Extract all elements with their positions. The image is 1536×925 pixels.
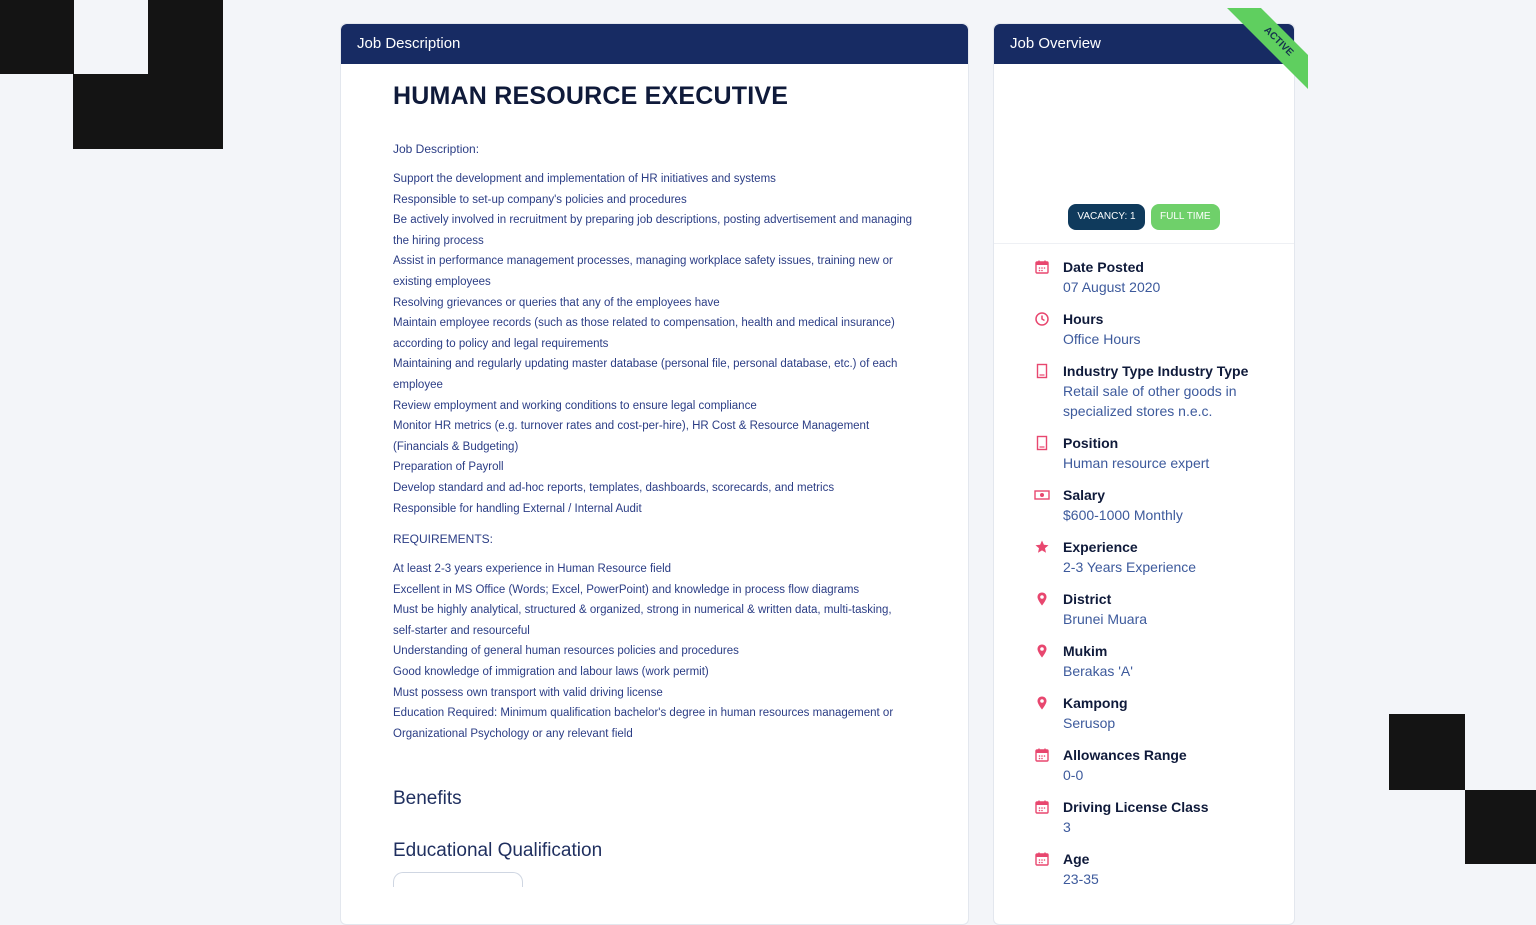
overview-item-value: 07 August 2020 bbox=[1063, 279, 1161, 295]
overview-item-value: Berakas 'A' bbox=[1063, 663, 1133, 679]
overview-item bbox=[1034, 849, 1274, 889]
list-item: Monitor HR metrics (e.g. turnover rates and cost-per-hire), HR Cost & Resource Management (Financials & Budgeting) bbox=[393, 420, 870, 453]
job-description-label: Job Description: bbox=[393, 142, 480, 156]
clock-icon bbox=[1034, 311, 1050, 327]
list-item: Education Required: Minimum qualification bachelor's degree in human resources management or Organizational Psychology or any relevant field bbox=[393, 707, 894, 740]
vacancy-badge: VACANCY: 1 bbox=[1068, 204, 1144, 230]
overview-item-value: 3 bbox=[1063, 819, 1071, 835]
overview-item-value: Office Hours bbox=[1063, 331, 1141, 347]
map-pin-icon bbox=[1034, 591, 1050, 607]
overview-item bbox=[1034, 361, 1274, 421]
overview-item-label: Hours bbox=[1063, 311, 1104, 327]
money-icon bbox=[1034, 487, 1050, 503]
job-type-badge: FULL TIME bbox=[1151, 204, 1220, 230]
job-overview-header: Job Overview bbox=[994, 24, 1294, 64]
list-item: Be actively involved in recruitment by preparing job descriptions, posting advertisement and managing the hiring process bbox=[393, 214, 913, 247]
overview-item-value: 0-0 bbox=[1063, 767, 1084, 783]
list-item: Responsible to set-up company's policies and procedures bbox=[393, 193, 687, 206]
list-item: Maintaining and regularly updating master database (personal file, personal database, etc.) of each employee bbox=[393, 358, 898, 391]
decor-square bbox=[148, 0, 223, 74]
list-item: Excellent in MS Office (Words; Excel, PowerPoint) and knowledge in process flow diagrams bbox=[393, 583, 860, 596]
overview-item-label: Age bbox=[1063, 851, 1090, 867]
list-item: Responsible for handling External / Internal Audit bbox=[393, 502, 642, 515]
map-pin-icon bbox=[1034, 643, 1050, 659]
building-icon bbox=[1034, 435, 1050, 451]
overview-item bbox=[1034, 641, 1274, 681]
overview-item-label: Experience bbox=[1063, 539, 1138, 555]
list-item: Preparation of Payroll bbox=[393, 461, 504, 474]
list-item: At least 2-3 years experience in Human Resource field bbox=[393, 563, 672, 576]
overview-item-label: District bbox=[1063, 591, 1112, 607]
overview-item-label: Salary bbox=[1063, 487, 1106, 503]
overview-item-label: Position bbox=[1063, 435, 1119, 451]
calendar-icon bbox=[1034, 259, 1050, 275]
active-ribbon-label: ACTIVE bbox=[1223, 8, 1308, 96]
divider bbox=[994, 243, 1294, 244]
job-title: HUMAN RESOURCE EXECUTIVE bbox=[393, 82, 789, 110]
list-item: Develop standard and ad-hoc reports, templates, dashboards, scorecards, and metrics bbox=[393, 481, 835, 494]
status-ribbon bbox=[1220, 8, 1308, 96]
list-item: Maintain employee records (such as those related to compensation, health and medical insurance) according to policy and legal requirements bbox=[393, 317, 895, 350]
overview-item bbox=[1034, 745, 1274, 785]
map-pin-icon bbox=[1034, 695, 1050, 711]
decor-square bbox=[1465, 790, 1536, 864]
overview-item-value: 23-35 bbox=[1063, 871, 1099, 887]
calendar-icon bbox=[1034, 851, 1050, 867]
list-item: Assist in performance management processes, managing workplace safety issues, training new or existing employees bbox=[393, 255, 893, 288]
overview-item bbox=[1034, 309, 1274, 349]
job-badges bbox=[994, 204, 1294, 230]
overview-item bbox=[1034, 589, 1274, 629]
overview-item bbox=[1034, 257, 1274, 297]
overview-item-label: Kampong bbox=[1063, 695, 1128, 711]
education-tag bbox=[393, 872, 523, 887]
requirements-list bbox=[393, 559, 916, 744]
decor-square bbox=[1389, 714, 1465, 790]
list-item: Resolving grievances or queries that any of the employees have bbox=[393, 296, 720, 309]
requirements-label: REQUIREMENTS: bbox=[393, 532, 494, 547]
overview-item bbox=[1034, 693, 1274, 733]
job-description-header: Job Description bbox=[341, 24, 968, 64]
decor-square bbox=[0, 0, 74, 74]
calendar-icon bbox=[1034, 799, 1050, 815]
overview-item bbox=[1034, 433, 1274, 473]
overview-item bbox=[1034, 537, 1274, 577]
job-overview-panel bbox=[993, 23, 1295, 925]
overview-item-value: Human resource expert bbox=[1063, 455, 1210, 471]
overview-item-label: Allowances Range bbox=[1063, 747, 1187, 763]
overview-list bbox=[1034, 257, 1274, 901]
list-item: Review employment and working conditions to ensure legal compliance bbox=[393, 399, 757, 412]
overview-item-label: Date Posted bbox=[1063, 259, 1144, 275]
overview-item-value: 2-3 Years Experience bbox=[1063, 559, 1197, 575]
overview-item-value: Brunei Muara bbox=[1063, 611, 1148, 627]
job-description-list bbox=[393, 169, 916, 519]
job-description-panel bbox=[340, 23, 969, 925]
overview-item-value: Serusop bbox=[1063, 715, 1116, 731]
overview-item-label: Industry Type Industry Type bbox=[1063, 363, 1249, 379]
overview-item-value: $600-1000 Monthly bbox=[1063, 507, 1183, 523]
list-item: Understanding of general human resources policies and procedures bbox=[393, 645, 739, 658]
building-icon bbox=[1034, 363, 1050, 379]
star-icon bbox=[1034, 539, 1050, 555]
overview-item-label: Mukim bbox=[1063, 643, 1108, 659]
overview-item-label: Driving License Class bbox=[1063, 799, 1209, 815]
overview-item bbox=[1034, 797, 1274, 837]
overview-item-value: Retail sale of other goods in specialized stores n.e.c. bbox=[1063, 383, 1237, 419]
list-item: Good knowledge of immigration and labour laws (work permit) bbox=[393, 666, 709, 679]
list-item: Must possess own transport with valid driving license bbox=[393, 686, 663, 699]
educational-qualification-title: Educational Qualification bbox=[393, 840, 603, 862]
list-item: Must be highly analytical, structured & organized, strong in numerical & written data, multi-tasking, self-starter and resourceful bbox=[393, 604, 892, 637]
calendar-icon bbox=[1034, 747, 1050, 763]
overview-item bbox=[1034, 485, 1274, 525]
decor-square bbox=[73, 74, 223, 149]
list-item: Support the development and implementation of HR initiatives and systems bbox=[393, 173, 776, 185]
benefits-title: Benefits bbox=[393, 788, 462, 810]
